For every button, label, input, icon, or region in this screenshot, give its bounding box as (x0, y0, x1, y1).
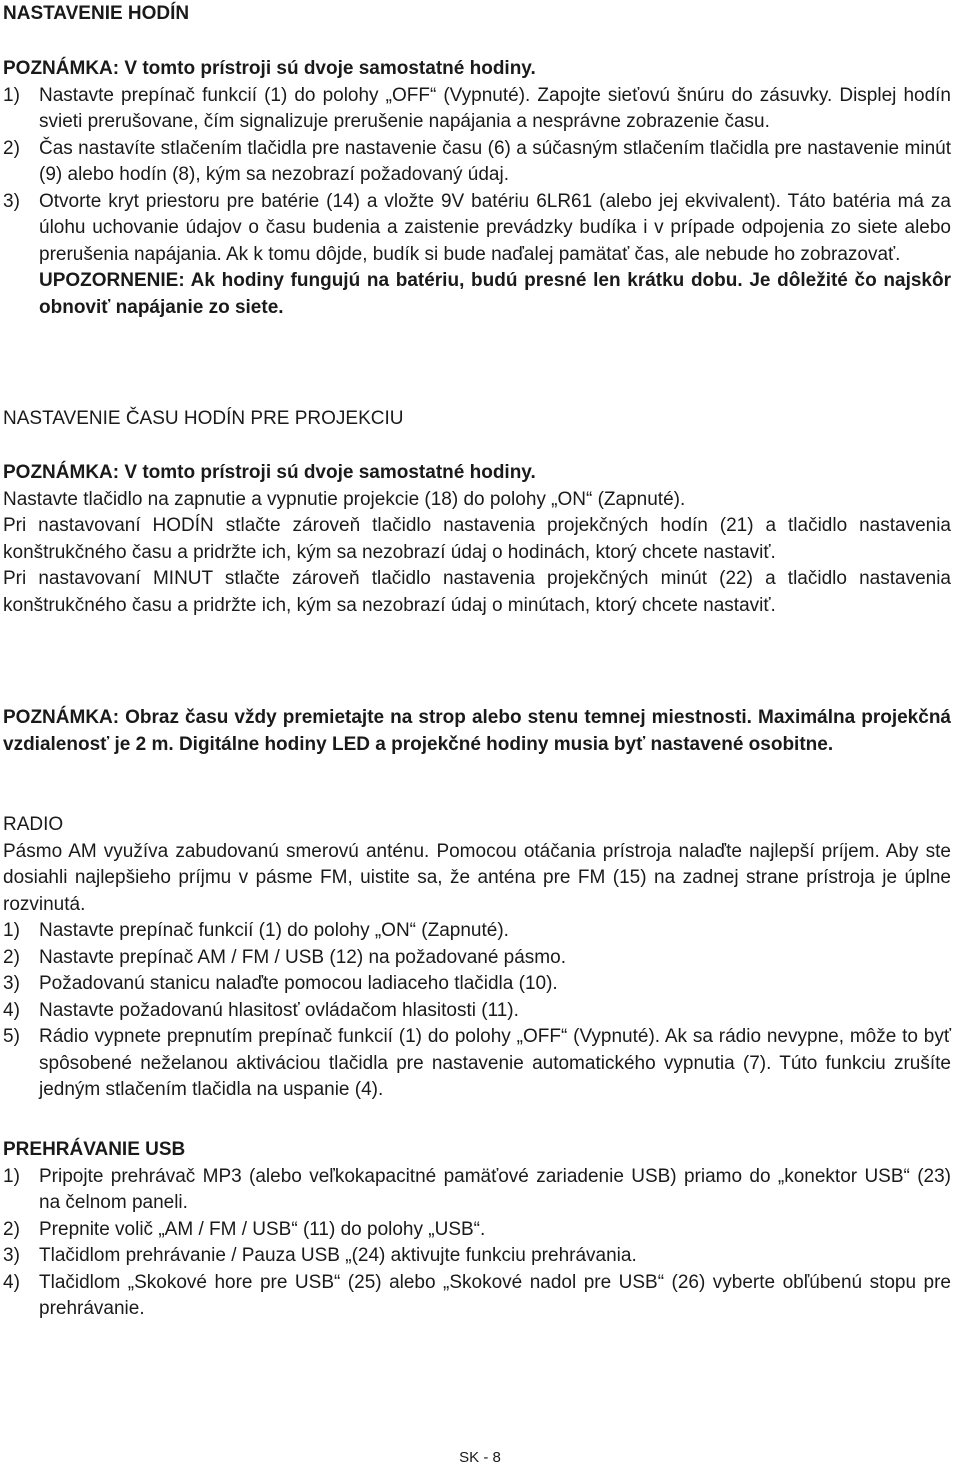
list-item (3, 1217, 951, 1244)
list-number: 1) (3, 84, 20, 106)
paragraph: Pri nastavovaní HODÍN stlačte zároveň tlačidlo nastavenia projekčných hodín (21) a tlačidlo nastavenia konštrukčného času a pridržte ich, kým sa nezobrazí údaj o hodinách, ktorý chcete nastaviť. (3, 515, 951, 563)
list-number: 2) (3, 137, 20, 159)
note-text: POZNÁMKA: V tomto prístroji sú dvoje samostatné hodiny. (3, 58, 536, 79)
warning-text: UPOZORNENIE: Ak hodiny fungujú na batériu, budú presné len krátku dobu. Je dôležité čo najskôr obnoviť napájanie zo siete. (39, 270, 951, 318)
list-item (3, 945, 951, 972)
list-text: Nastavte prepínač funkcií (1) do polohy „ON“ (Zapnuté). (39, 920, 509, 941)
section-heading: PREHRÁVANIE USB (3, 1139, 186, 1160)
list-text: Tlačidlom prehrávanie / Pauza USB „(24) aktivujte funkciu prehrávania. (39, 1245, 637, 1266)
list-number: 2) (3, 946, 20, 968)
paragraph: Pri nastavovaní MINUT stlačte zároveň tlačidlo nastavenia projekčných minút (22) a tlačidlo nastavenia konštrukčného času a pridržte ich, kým sa nezobrazí údaj o minútach, ktorý chcete nastaviť. (3, 568, 951, 616)
list-item (3, 189, 951, 269)
section-projection-clock-body (3, 460, 951, 619)
list-text: Nastavte prepínač funkcií (1) do polohy „OFF“ (Vypnuté). Zapojte sieťovú šnúru do zásuvky. Displej hodín svieti prerušovane, čím signalizuje prerušenie napájania a nesprávne zobrazenie času. (39, 84, 951, 132)
list-number: 3) (3, 1245, 20, 1266)
section-radio (3, 812, 951, 1104)
list-text: Čas nastavíte stlačením tlačidla pre nastavenie času (6) a súčasným stlačením tlačidla pre nastavenie minút (9) alebo hodín (8), kým sa nezobrazí požadovaný údaj. (39, 137, 951, 185)
list-text: Nastavte prepínač AM / FM / USB (12) na požadované pásmo. (39, 946, 566, 968)
note-text: POZNÁMKA: Obraz času vždy premietajte na strop alebo stenu temnej miestnosti. Maximálna projekčná vzdialenosť je 2 m. Digitálne hodiny LED a projekčné hodiny musia byť nastavené osobitne. (3, 707, 951, 755)
list-text: Otvorte kryt priestoru pre batérie (14) a vložte 9V batériu 6LR61 (alebo jej ekvivalent). Táto batéria má za úlohu uchovanie údajov o času budenia a zaistenie prevádzky budíka i v prípade odpojenia zo siete alebo prerušenia napájania. Ak k tomu dôjde, budík si bude naďalej pamätať čas, ale nebude ho zobrazovať. (39, 190, 951, 265)
list-number: 5) (3, 1026, 20, 1047)
paragraph: Pásmo AM využíva zabudovanú smerovú anténu. Pomocou otáčania prístroja nalaďte najlepší príjem. Aby ste dosiahli najlepšieho príjmu v pásme FM, uistite sa, že anténa pre FM (15) na zadnej strane prístroja je úplne rozvinutá. (3, 840, 951, 915)
list-text: Požadovanú stanicu nalaďte pomocou ladiaceho tlačidla (10). (39, 973, 558, 994)
list-item (3, 971, 951, 998)
section-clock-setting (3, 1, 951, 28)
section-usb-playback (3, 1137, 951, 1323)
section-projection-clock (3, 406, 951, 433)
list-item (3, 1164, 951, 1217)
list-item (3, 918, 951, 945)
list-item (3, 83, 951, 136)
page-number: SK - 8 (459, 1449, 501, 1466)
list-text: Tlačidlom „Skokové hore pre USB“ (25) alebo „Skokové nadol pre USB“ (26) vyberte obľúbenú stopu pre prehrávanie. (39, 1271, 951, 1319)
list-item (3, 1270, 951, 1323)
list-number: 2) (3, 1218, 20, 1240)
list-item (3, 998, 951, 1025)
list-number: 3) (3, 973, 20, 994)
list-item (3, 1243, 951, 1270)
list-text: Pripojte prehrávač MP3 (alebo veľkokapacitné pamäťové zariadenie USB) priamo do „konektor USB“ (23) na čelnom paneli. (39, 1165, 951, 1213)
list-number: 1) (3, 1165, 20, 1187)
note-text: POZNÁMKA: V tomto prístroji sú dvoje samostatné hodiny. (3, 462, 536, 483)
list-text: Prepnite volič „AM / FM / USB“ (11) do polohy „USB“. (39, 1218, 486, 1240)
list-number: 4) (3, 1271, 20, 1293)
list-number: 4) (3, 999, 20, 1021)
list-text: Rádio vypnete prepnutím prepínač funkcií (1) do polohy „OFF“ (Vypnuté). Ak sa rádio nevypne, môže to byť spôsobené neželanou aktiváciou tlačidla pre nastavenie automatického vypnutia (7). Túto funkciu zrušíte jedným stlačením tlačidla na uspanie (4). (39, 1026, 951, 1100)
projection-note (3, 705, 951, 758)
section-heading: NASTAVENIE ČASU HODÍN PRE PROJEKCIU (3, 408, 404, 429)
warning-item (3, 268, 951, 321)
section-clock-setting-body (3, 56, 951, 321)
list-item (3, 136, 951, 189)
paragraph: Nastavte tlačidlo na zapnutie a vypnutie projekcie (18) do polohy „ON“ (Zapnuté). (3, 488, 686, 510)
section-heading: RADIO (3, 814, 64, 835)
list-number: 1) (3, 920, 20, 941)
list-item (3, 1024, 951, 1104)
list-text: Nastavte požadovanú hlasitosť ovládačom hlasitosti (11). (39, 999, 519, 1021)
section-heading: NASTAVENIE HODÍN (3, 3, 190, 24)
list-number: 3) (3, 190, 20, 212)
